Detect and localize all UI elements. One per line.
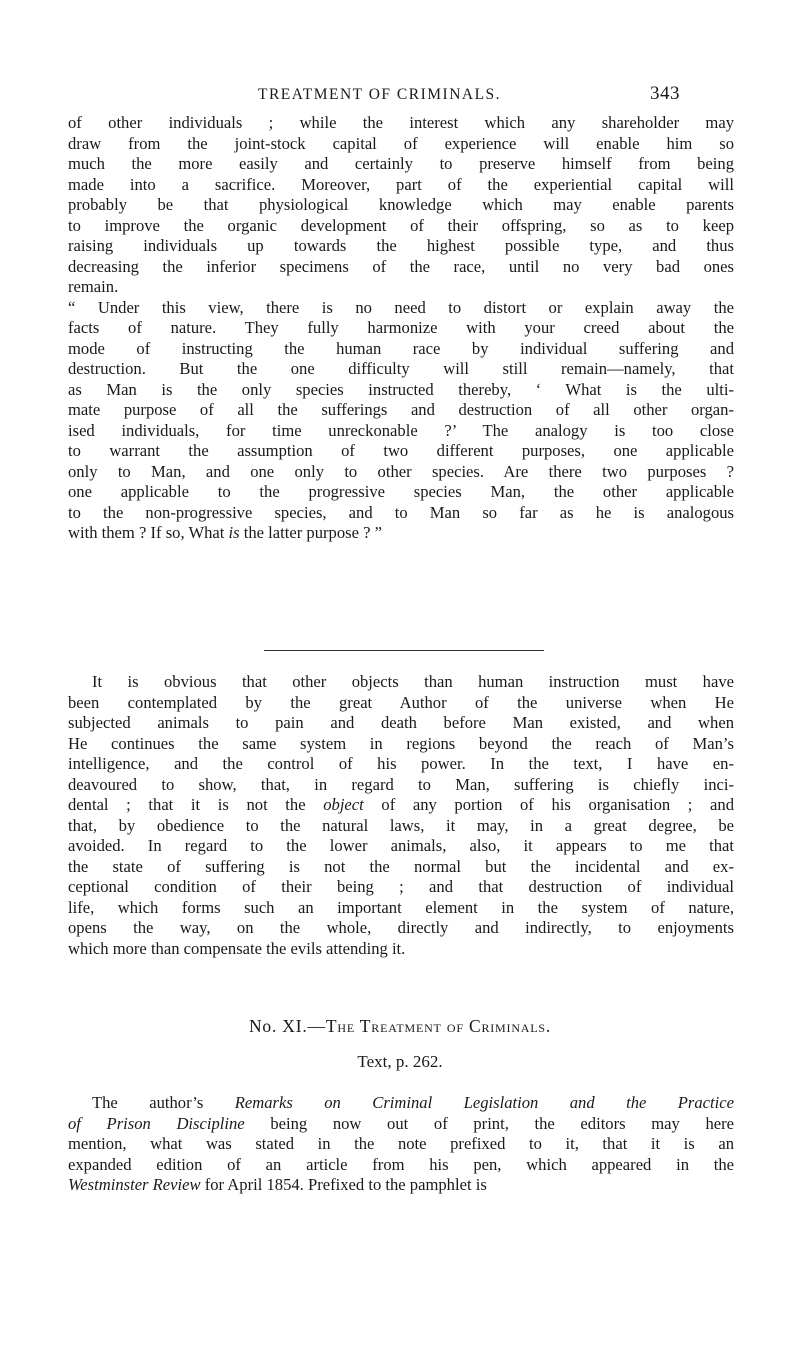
- text-line: [68, 1175, 734, 1196]
- text-segment: mode of instructing the human race by individual suffering and: [68, 338, 734, 358]
- text-line: [68, 523, 734, 544]
- text-segment: opens the way, on the whole, directly and indirectly, to enjoyments: [68, 918, 734, 937]
- text-segment: The author’s: [92, 1093, 235, 1112]
- text-segment: one applicable to the progressive species Man, the other applicable: [68, 482, 734, 501]
- text-line: [68, 503, 734, 524]
- text-line: [68, 672, 734, 693]
- section-divider: [264, 650, 544, 651]
- text-segment: only to Man, and one only to other species. Are there two purposes ?: [68, 461, 734, 481]
- text-line: [68, 898, 734, 919]
- text-segment: been contemplated by the great Author of the universe when He: [68, 692, 734, 712]
- text-line: [68, 359, 734, 380]
- italic-text: is: [228, 523, 240, 542]
- text-line: [68, 1093, 734, 1114]
- text-line: [68, 1134, 734, 1155]
- text-line: [68, 693, 734, 714]
- text-segment: dental ; that it is not the: [68, 795, 324, 814]
- text-line: [68, 462, 734, 483]
- text-segment: of other individuals ; while the interest which any shareholder may: [68, 113, 734, 132]
- text-line: [68, 175, 734, 196]
- text-segment: that, by obedience to the natural laws, it may, in a great degree, be: [68, 815, 734, 835]
- section-number: No. XI.—: [248, 1016, 326, 1036]
- text-line: [68, 154, 734, 175]
- text-line: [68, 775, 734, 796]
- text-line: [68, 482, 734, 503]
- text-segment: “ Under this view, there is no need to distort or explain away the: [68, 297, 734, 317]
- text-line: [68, 400, 734, 421]
- running-title: TREATMENT OF CRIMINALS.: [258, 86, 502, 103]
- italic-text: Remarks on Criminal Legislation and the Practice: [234, 1093, 735, 1112]
- text-line: [68, 795, 734, 816]
- text-segment: mention, what was stated in the note prefixed to it, that it is an: [68, 1134, 734, 1153]
- text-line: [68, 339, 734, 360]
- text-segment: life, which forms such an important element in the system of nature,: [68, 897, 734, 917]
- text-segment: of any portion of his organisation ; and: [363, 795, 735, 814]
- running-head: [0, 83, 800, 111]
- text-segment: expanded edition of an article from his pen, which appeared in the: [68, 1154, 734, 1174]
- text-line: [68, 1155, 734, 1176]
- text-line: [68, 298, 734, 319]
- text-line: [68, 113, 734, 134]
- text-line: [68, 441, 734, 462]
- text-segment: ceptional condition of their being ; and that destruction of individual: [68, 877, 734, 896]
- text-segment: with them ? If so, What: [68, 523, 229, 542]
- text-line: [68, 836, 734, 857]
- text-line: [68, 380, 734, 401]
- paragraph-block: [68, 672, 734, 959]
- text-segment: the state of suffering is not the normal but the incidental and ex-: [68, 856, 734, 876]
- text-line: [68, 257, 734, 278]
- text-segment: ised individuals, for time unreckonable ?’ The analogy is too close: [68, 420, 734, 440]
- text-line: [68, 816, 734, 837]
- paragraph-block: [68, 1093, 734, 1196]
- text-segment: It is obvious that other objects than human instruction must have: [92, 672, 734, 691]
- text-segment: being now out of print, the editors may here: [244, 1113, 734, 1133]
- text-segment: draw from the joint-stock capital of experience will enable him so: [68, 133, 734, 153]
- text-line: [68, 713, 734, 734]
- italic-text: Westminster Review: [68, 1175, 201, 1194]
- text-segment: the latter purpose ? ”: [239, 523, 382, 542]
- text-segment: to the non-progressive species, and to Man so far as he is analogous: [68, 502, 734, 522]
- text-segment: which more than compensate the evils attending it.: [68, 938, 406, 958]
- section-heading: [0, 1016, 800, 1037]
- italic-text: object: [323, 795, 364, 814]
- text-segment: subjected animals to pain and death before Man existed, and when: [68, 713, 734, 732]
- text-segment: to improve the organic development of their offspring, so as to keep: [68, 215, 734, 235]
- text-line: [68, 918, 734, 939]
- text-line: [68, 236, 734, 257]
- text-line: [68, 939, 734, 960]
- paragraph-block: [68, 113, 734, 544]
- text-line: [68, 857, 734, 878]
- text-line: [68, 421, 734, 442]
- section-subtitle: Text, p. 262.: [357, 1052, 443, 1071]
- section-title: The Treatment of Criminals.: [325, 1016, 552, 1036]
- text-segment: He continues the same system in regions beyond the reach of Man’s: [68, 733, 734, 753]
- text-segment: remain.: [68, 277, 119, 296]
- text-line: [68, 877, 734, 898]
- text-line: [68, 195, 734, 216]
- text-segment: raising individuals up towards the highest possible type, and thus: [68, 236, 734, 255]
- text-segment: much the more easily and certainly to preserve himself from being: [68, 154, 734, 173]
- text-segment: intelligence, and the control of his power. In the text, I have en-: [68, 754, 734, 773]
- text-segment: to warrant the assumption of two different purposes, one applicable: [68, 441, 734, 460]
- text-line: [68, 277, 734, 298]
- text-line: [68, 216, 734, 237]
- text-segment: avoided. In regard to the lower animals, also, it appears to me that: [68, 836, 734, 855]
- text-segment: for April 1854. Prefixed to the pamphlet is: [200, 1175, 487, 1194]
- text-segment: made into a sacrifice. Moreover, part of the experiential capital will: [68, 174, 734, 194]
- text-segment: decreasing the inferior specimens of the race, until no very bad ones: [68, 256, 734, 276]
- text-segment: probably be that physiological knowledge which may enable parents: [68, 195, 734, 214]
- text-line: [68, 134, 734, 155]
- text-segment: mate purpose of all the sufferings and destruction of all other organ-: [68, 400, 734, 419]
- page-number: 343: [650, 83, 680, 104]
- text-line: [68, 1114, 734, 1135]
- text-segment: deavoured to show, that, in regard to Man, suffering is chiefly inci-: [68, 774, 734, 794]
- text-segment: facts of nature. They fully harmonize with your creed about the: [68, 318, 734, 337]
- text-line: [68, 318, 734, 339]
- text-segment: as Man is the only species instructed thereby, ‘ What is the ulti-: [68, 379, 734, 399]
- italic-text: of Prison Discipline: [68, 1113, 245, 1133]
- text-line: [68, 734, 734, 755]
- text-segment: destruction. But the one difficulty will still remain—namely, that: [68, 359, 734, 378]
- text-line: [68, 754, 734, 775]
